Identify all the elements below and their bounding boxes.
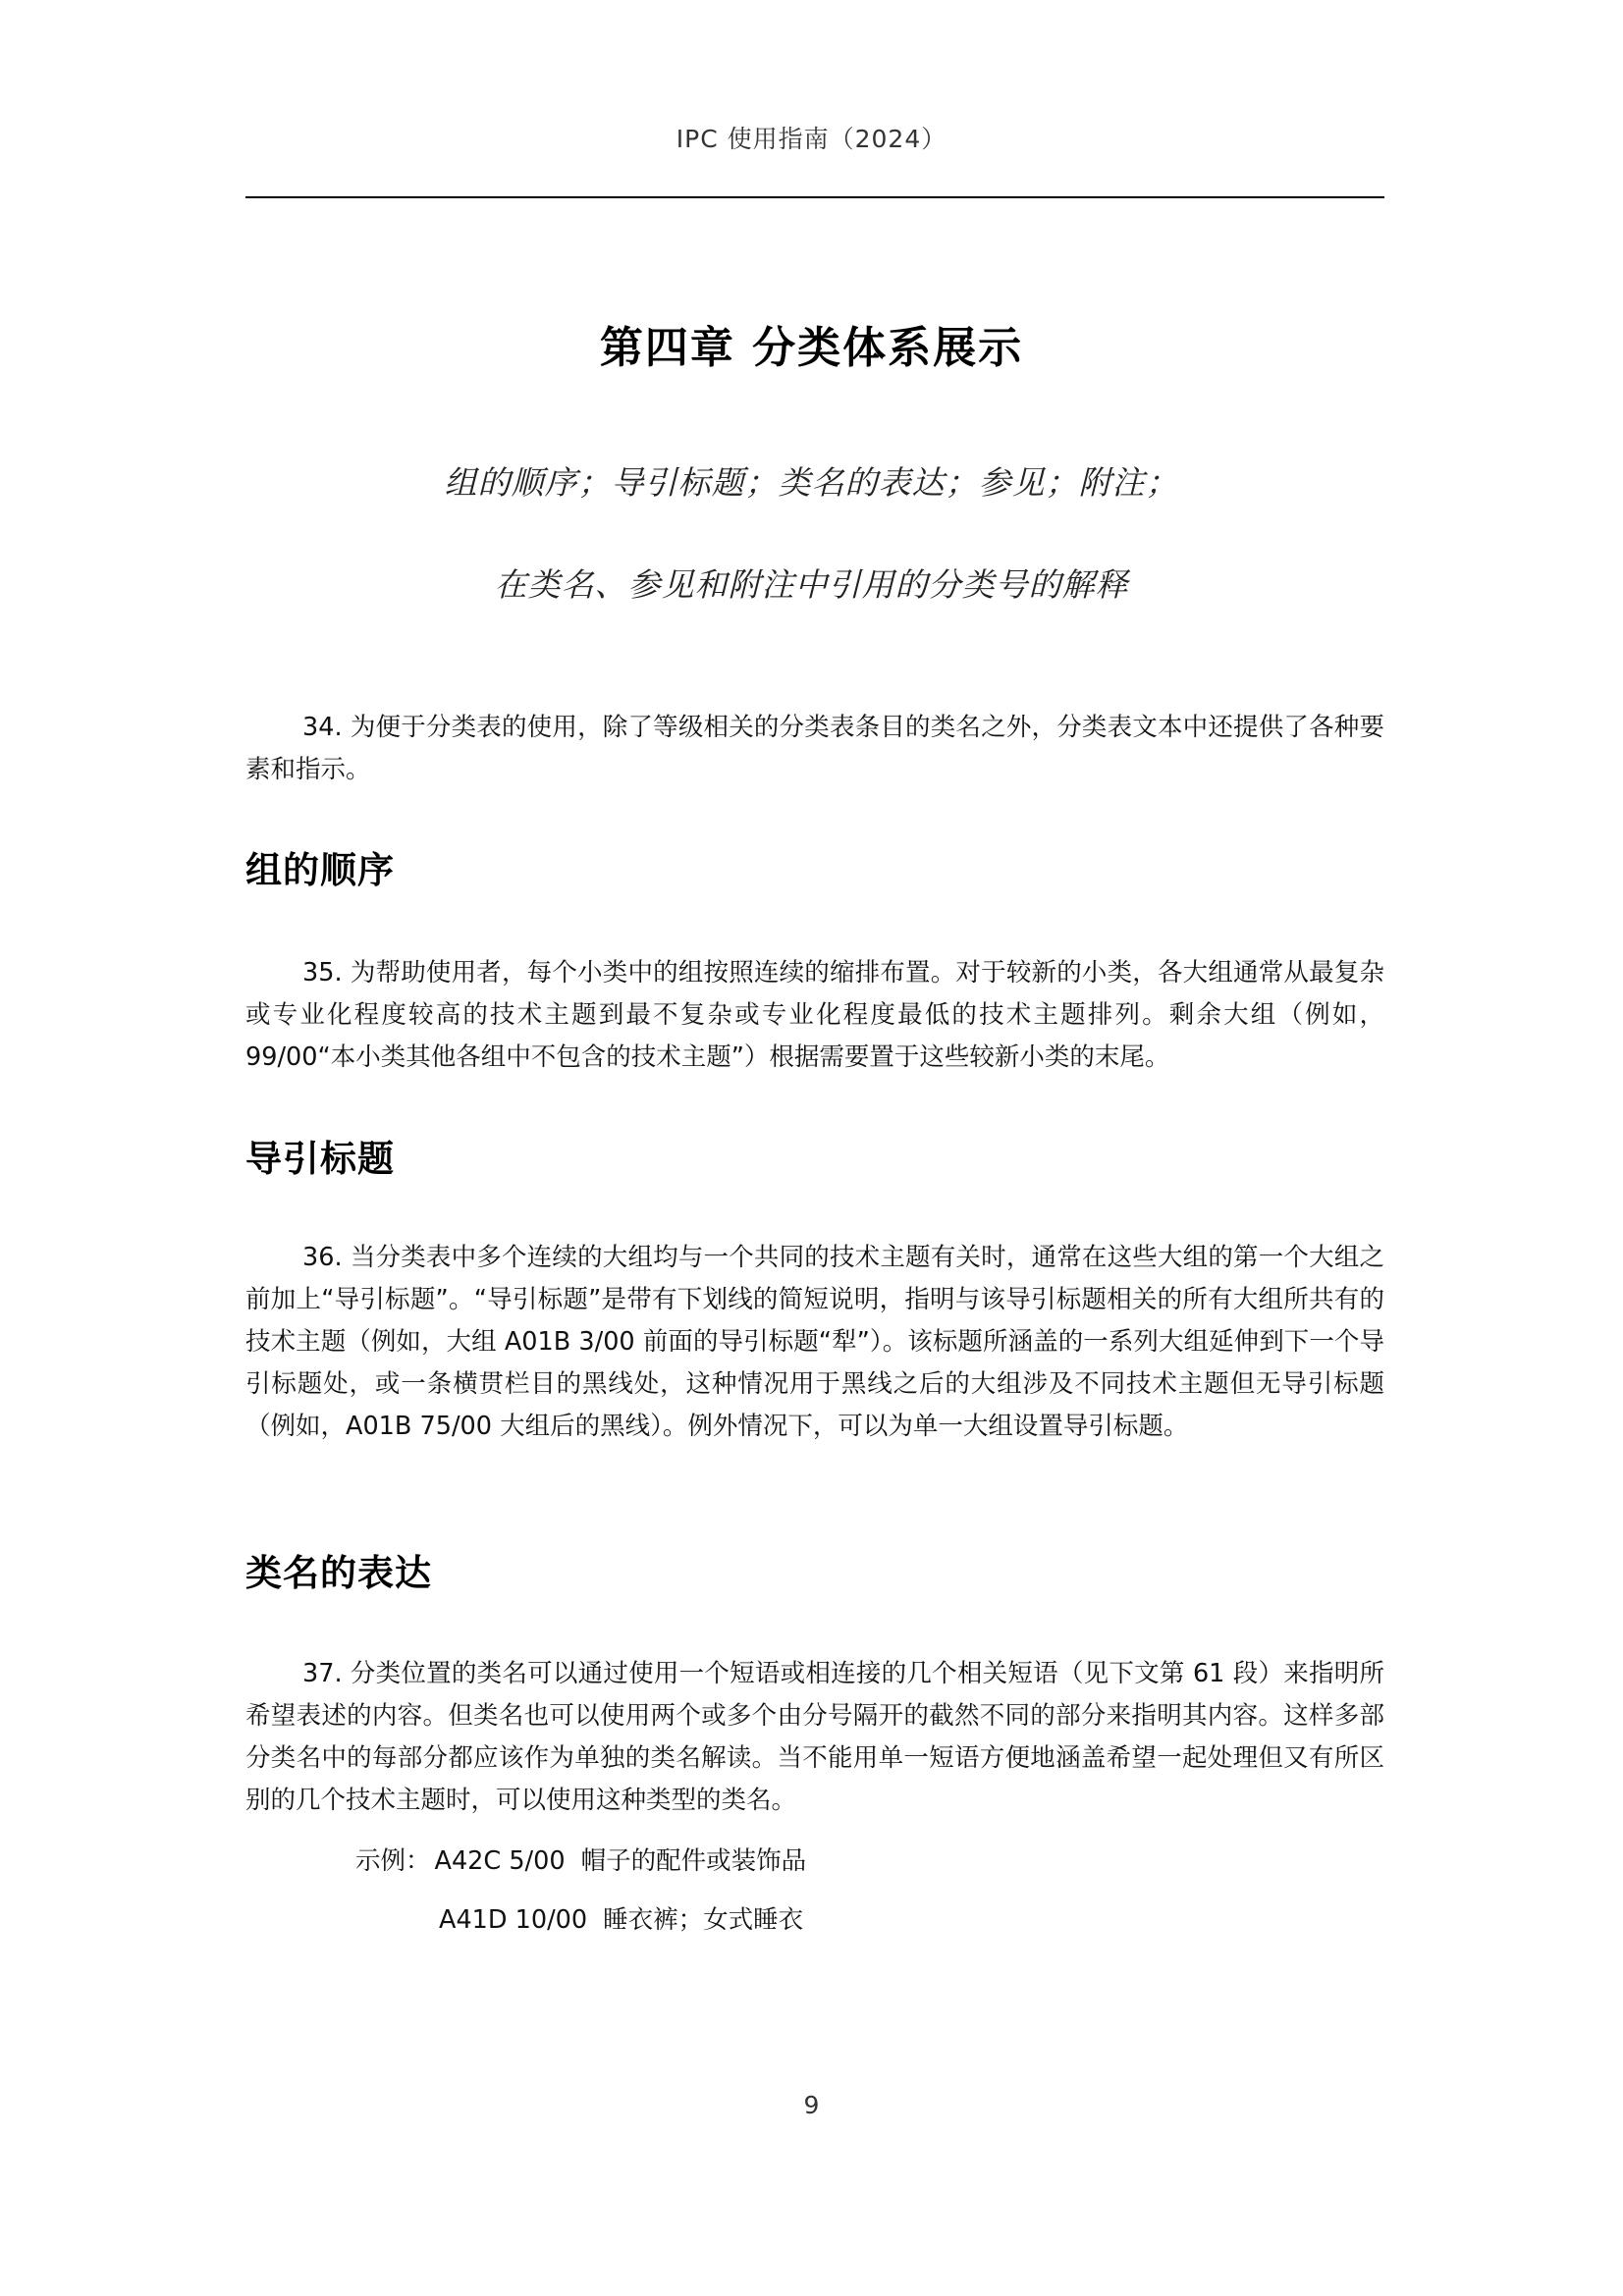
- example-code: A42C 5/00: [434, 1846, 566, 1876]
- example-code: A41D 10/00: [439, 1905, 588, 1935]
- chapter-subtitle-line-2: 在类名、参见和附注中引用的分类号的解释: [494, 565, 1129, 604]
- section-heading-title-expression: 类名的表达: [245, 1552, 432, 1594]
- example-text: 睡衣裤；女式睡衣: [603, 1905, 804, 1935]
- section-heading-group-order: 组的顺序: [245, 849, 395, 891]
- paragraph-35: 35. 为帮助使用者，每个小类中的组按照连续的缩排布置。对于较新的小类，各大组通常从最复杂或专业化程度较高的技术主题到最不复杂或专业化程度最低的技术主题排列。剩余大组（例如，99/00“本小类其他各组中不包含的技术主题”）根据需要置于这些较新小类的末尾。: [245, 958, 1384, 1072]
- section-heading-guide-headings: 导引标题: [245, 1138, 395, 1180]
- chapter-title: 第四章 分类体系展示: [599, 323, 1024, 373]
- page-number: 9: [803, 2091, 820, 2119]
- paragraph-34: 34. 为便于分类表的使用，除了等级相关的分类表条目的类名之外，分类表文本中还提供了各种要素和指示。: [245, 713, 1384, 784]
- example-label: 示例：: [355, 1846, 431, 1876]
- example-line-2: [439, 1900, 803, 1936]
- chapter-subtitle-line-1: 组的顺序；导引标题；类名的表达；参见；附注；: [444, 463, 1179, 502]
- running-header: IPC 使用指南（2024）: [676, 125, 947, 153]
- paragraph-36: 36. 当分类表中多个连续的大组均与一个共同的技术主题有关时，通常在这些大组的第一个大组之前加上“导引标题”。“导引标题”是带有下划线的简短说明，指明与该导引标题相关的所有大组所共有的技术主题（例如，大组 A01B 3/00 前面的导引标题“犁”）。该标题所涵盖的一系列大组延伸到下一个导引标题处，或一条横贯栏目的黑线处，这种情况用于黑线之后的大组涉及不同技术主题但无导引标题（例如，A01B 75/00 大组后的黑线）。例外情况下，可以为单一大组设置导引标题。: [245, 1243, 1384, 1441]
- example-text: 帽子的配件或装饰品: [580, 1846, 807, 1876]
- paragraph-37: 37. 分类位置的类名可以通过使用一个短语或相连接的几个相关短语（见下文第 61 段）来指明所希望表述的内容。但类名也可以使用两个或多个由分号隔开的截然不同的部分来指明其内容。这样多部分类名中的每部分都应该作为单独的类名解读。当不能用单一短语方便地涵盖希望一起处理但又有所区别的几个技术主题时，可以使用这种类型的类名。: [245, 1659, 1384, 1815]
- header-divider: [245, 196, 1384, 198]
- example-line-1: [355, 1842, 806, 1877]
